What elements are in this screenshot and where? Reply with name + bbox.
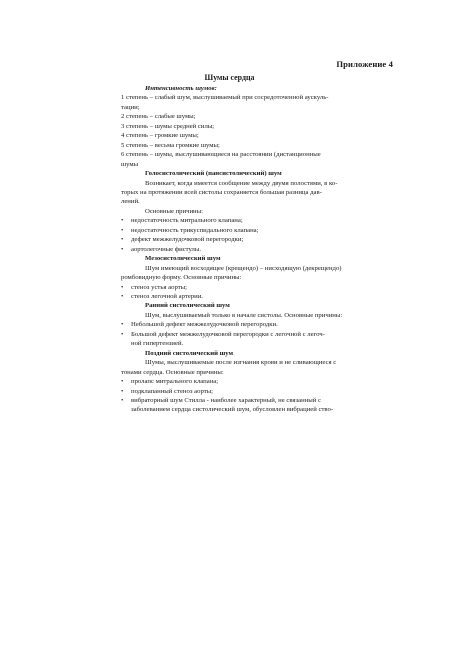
early-systolic-text: Шум, выслушиваемый только в начале систолы. Основные причины:: [145, 311, 343, 319]
intensity-line: 5 степень – весьма громкие шумы;: [121, 141, 220, 149]
list-item: • стеноз легочной артерии.: [121, 292, 399, 301]
page-title: Шумы сердца: [204, 73, 255, 82]
mesosystolic-text: Шум имеющий восходящее (крещендо) – нисходящую (декрещендо): [145, 264, 342, 272]
list-item: • подклапанный стеноз аорты;: [121, 387, 399, 396]
list-item: • вибраторный шум Стилла - наиболее характерный, не связанный с: [121, 396, 399, 405]
intensity-line: 1 степень – слабый шум, выслушиваемый при сосредоточенной аускуль-: [121, 94, 329, 102]
list-item: • недостаточность митрального клапана;: [121, 216, 399, 225]
document-body: [121, 84, 399, 415]
appendix-label: Приложение 4: [336, 59, 393, 69]
holosystolic-text: торых на протяжении всей систолы сохраняется большая разница дав-: [121, 188, 322, 196]
list-item: • аортолегочные фистулы.: [121, 245, 399, 254]
late-systolic-text: Шумы, выслушиваемые после изгнания крови и не сливающиеся с: [145, 359, 337, 367]
holosystolic-causes-label: Основные причины:: [145, 207, 203, 215]
intensity-line: 4 степень – громкие шумы;: [121, 132, 199, 140]
list-item-continuation: ной гипертензией.: [131, 340, 184, 348]
intensity-heading: Интенсивность шумов:: [145, 85, 217, 92]
list-item-continuation: заболеванием сердца систолический шум, обусловлен вибрацией ство-: [131, 406, 334, 414]
early-systolic-heading: Ранний систолический шум: [145, 302, 230, 310]
mesosystolic-heading: Мезосистолический шум: [145, 255, 221, 263]
late-systolic-text: тонами сердца. Основные причины:: [121, 368, 224, 376]
list-item: • Небольшой дефект межжелудочковой перегородки.: [121, 320, 399, 329]
holosystolic-text: Возникает, когда имеется сообщение между двумя полостями, в ко-: [145, 179, 338, 187]
holosystolic-text: лений.: [121, 198, 140, 206]
list-item: • дефект межжелудочковой перегородки;: [121, 235, 399, 244]
intensity-line: шумы: [121, 160, 139, 168]
list-item: • пролапс митрального клапана;: [121, 377, 399, 386]
list-item: • стеноз устья аорты;: [121, 283, 399, 292]
intensity-line: 3 степень – шумы средней силы;: [121, 122, 215, 130]
list-item: • Большой дефект межжелудочковой перегородки с легочной с легоч-: [121, 330, 399, 339]
mesosystolic-text: ромбовидную форму. Основные причины:: [121, 274, 242, 282]
late-systolic-heading: Поздний систолический шум: [145, 349, 234, 357]
intensity-line: тации;: [121, 103, 140, 111]
intensity-line: 2 степень – слабые шумы;: [121, 113, 196, 121]
list-item: • недостаточность трикуспидального клапана;: [121, 226, 399, 235]
intensity-line: 6 степень – шумы, выслушивающиеся на расстоянии (дистанционные: [121, 151, 321, 159]
holosystolic-heading: Голосистолический (пансистолический) шум: [145, 170, 282, 178]
